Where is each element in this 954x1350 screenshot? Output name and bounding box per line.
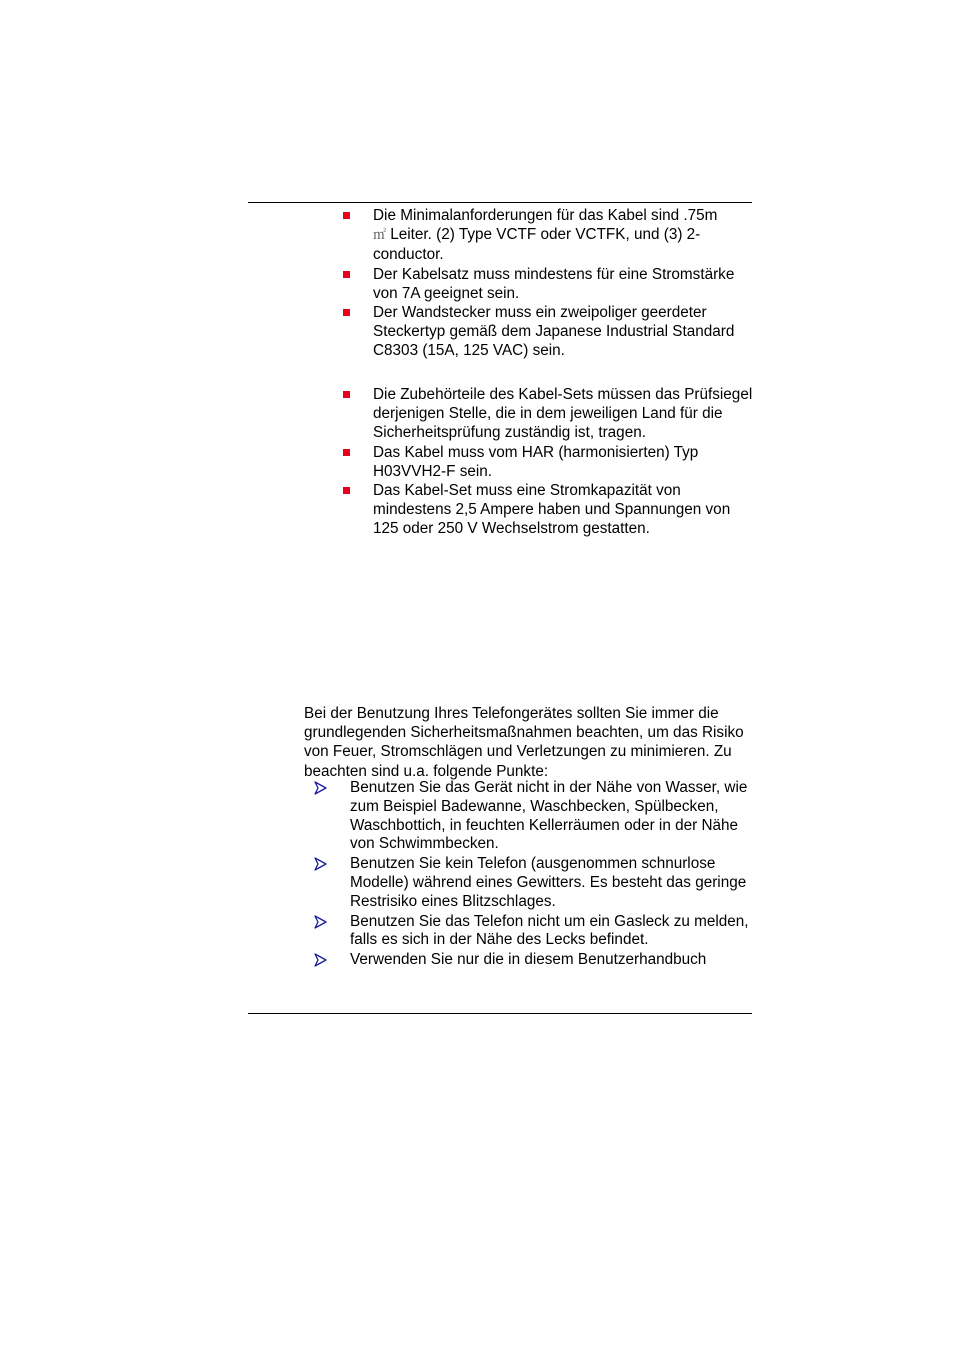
- item-text: Das Kabel muss vom HAR (harmonisierten) Typ H03VVH2-F sein.: [373, 443, 699, 480]
- list-item: [340, 385, 756, 443]
- top-rule: [248, 202, 752, 203]
- square-bullet-icon: [343, 271, 350, 278]
- item-text: Der Kabelsatz muss mindestens für eine Stromstärke von 7A geeignet sein.: [373, 265, 735, 302]
- arrow-bullet-icon: [313, 781, 327, 795]
- item-text: Der Wandstecker muss ein zweipoliger geerdeter Steckertyp gemäß dem Japanese Industrial Standard C8303 (15A, 125 VAC) sein.: [373, 304, 735, 360]
- arrow-bullet-icon: [313, 857, 327, 871]
- square-bullet-icon: [343, 391, 350, 398]
- list-item: [304, 951, 754, 970]
- list-item: [340, 265, 756, 303]
- item-text: Die Zubehörteile des Kabel-Sets müssen das Prüfsiegel derjenigen Stelle, die in dem jeweiligen Land für die Sicherheitsprüfung zuständig ist, tragen.: [373, 386, 753, 442]
- arrow-bullet-icon: [313, 915, 327, 929]
- list-item: [340, 303, 756, 361]
- list-item: [340, 443, 756, 481]
- item-text: Benutzen Sie kein Telefon (ausgenommen schnurlose Modelle) während eines Gewitters. Es besteht das geringe Restrisiko eines Blitzschlages.: [350, 855, 747, 910]
- square-bullet-icon: [343, 449, 350, 456]
- square-bullet-icon: [343, 309, 350, 316]
- square-bullet-icon: [343, 487, 350, 494]
- cable-set-list: [340, 385, 756, 539]
- item-text: Benutzen Sie das Gerät nicht in der Nähe von Wasser, wie zum Beispiel Badewanne, Waschbecken, Spülbecken, Waschbottich, in feuchten Kellerräumen oder in der Nähe von Schwimmbecken.: [350, 779, 748, 853]
- item-text: Verwenden Sie nur die in diesem Benutzerhandbuch: [350, 951, 707, 969]
- item-text: Das Kabel-Set muss eine Stromkapazität von mindestens 2,5 Ampere haben und Spannungen von 125 oder 250 V Wechselstrom gestatten.: [373, 482, 731, 538]
- list-item: [304, 779, 754, 854]
- list-item: [340, 206, 756, 265]
- bottom-rule: [248, 1013, 752, 1014]
- list-item: [304, 855, 754, 911]
- telephone-safety-list: [304, 779, 754, 970]
- cable-requirements-list: [340, 206, 756, 361]
- arrow-bullet-icon: [313, 953, 327, 967]
- item-text-pre: Die Minimalanforderungen für das Kabel sind .75m: [373, 207, 718, 224]
- item-text-post: Leiter. (2) Type VCTF oder VCTFK, und (3) 2-conductor.: [373, 226, 701, 264]
- square-bullet-icon: [343, 212, 350, 219]
- item-text: Benutzen Sie das Telefon nicht um ein Gasleck zu melden, falls es sich in der Nähe des Lecks befindet.: [350, 912, 749, 949]
- list-item: [304, 913, 754, 951]
- square-meter-unit: ㎡: [373, 228, 387, 244]
- telephone-safety-intro: Bei der Benutzung Ihres Telefongerätes sollten Sie immer die grundlegenden Sicherheitsmaßnahmen beachten, um das Risiko von Feuer, Stromschlägen und Verletzungen zu minimieren. Zu beachten sind u.a. folgende Punkte:: [304, 705, 744, 780]
- list-item: [340, 481, 756, 539]
